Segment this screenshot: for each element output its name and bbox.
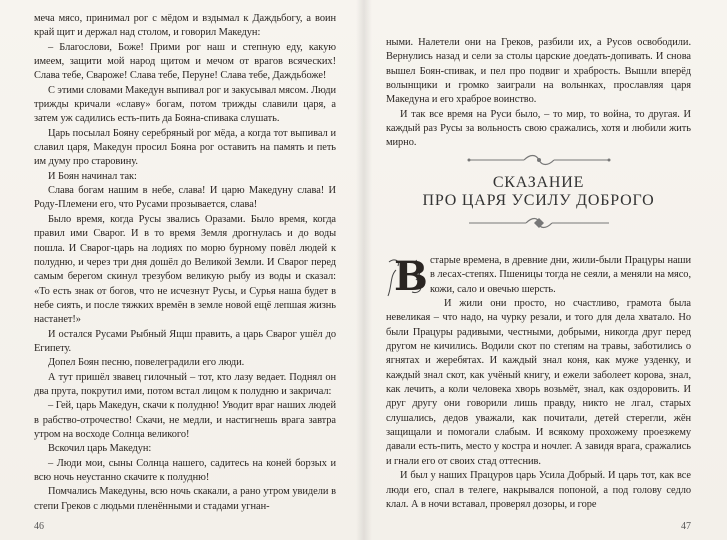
paragraph: Вскочил царь Македун: bbox=[48, 443, 152, 455]
chapter-title-line-2: ПРО ЦАРЯ УСИЛУ ДОБРОГО bbox=[422, 192, 655, 209]
ornament-bottom-icon bbox=[464, 216, 614, 230]
paragraph: А тут пришёл звавец гилочный – тот, кто лазу ведает. Поднял он два прута, покрутил ими, потом встал лицом к полудню и закричал: bbox=[34, 371, 336, 397]
paragraph: ными. Налетели они на Греков, разбили их, а Русов освободили. Вернулись назад и сели за столы царские доедать-допивать. И снова вышел Боян-спивак, и пел про подвиг и храбрость. Вышли вперёд волынщики и громко заиграли на волынках, прославляя царя Македуна и его храброе воинство. bbox=[386, 37, 691, 106]
paragraph: Допел Боян песню, повелеградили его люди. bbox=[48, 357, 245, 369]
paragraph: Царь посылал Бояну серебряный рог мёда, а когда тот выпивал и славил царя, Македун просил Бояна рог оставить на память и петь им думу про старовину. bbox=[34, 127, 336, 168]
page-number-right: 47 bbox=[681, 521, 691, 532]
ornate-initial-icon bbox=[386, 253, 428, 300]
paragraph: И так все время на Руси было, – то мир, то война, то другая. И каждый раз Русы за вольность свою сражались, хотя и любили жить мирно. bbox=[386, 108, 691, 149]
paragraph: – Люди мои, сыны Солнца нашего, садитесь на коней борзых и всю ночь неустанно скачите к полудню! bbox=[34, 457, 336, 483]
paragraph: – Гей, царь Македун, скачи к полудню! Уводит враг наших людей в рабство-отрочество! Скачи, не медли, и настигнешь врага завтра утром на восходе Солнца великого! bbox=[34, 400, 336, 440]
paragraph-with-dropcap bbox=[386, 253, 691, 300]
paragraph: И жили они просто, но счастливо, грамота была невеликая – что надо, на чурку резали, и того для дела хватало. Но были Працуры радивыми, честными, добрыми, никогда друг перед другом не кичились. Водили скот по степям на травы, заботились о ягнятах и жеребятах. И каждый знал коня, как муже узденку, и каждый знал скот, как учёный книгу, и ежели заболеет корова, знал, как лечить, а коли человека хворь возьмёт, знал, как оздоровить. И друг другу они говорили лишь правду, никто не лгал, старых слушались, дедов уважали, как почитали, детей стерегли, жён защищали и помогали слабым. И всякому прохожему проезжему давали есть-пить, место у костра и ночлег. А завидя врага, сражались и гнали его от своих стад оттеснив. bbox=[386, 298, 691, 467]
chapter-heading bbox=[386, 154, 691, 230]
right-page-body-text bbox=[386, 254, 691, 512]
dropcap-letter: В bbox=[394, 253, 428, 300]
first-paragraph-text: старые времена, в древние дни, жили-были Працуры наши в лесах-степях. Пшеницы тогда не сеяли, а меняли на мясо, кожи, сало и овечью шерсть. bbox=[430, 255, 691, 295]
paragraph: Помчались Македуны, всю ночь скакали, а рано утром увидели в степи Греков с людьми пленёнными и стадами угнан- bbox=[34, 486, 336, 512]
right-page bbox=[364, 0, 727, 540]
paragraph: С этими словами Македун выпивал рог и закусывал мясом. Люди трижды кричали «славу» богам, потом трижды славили царя, а затем уж садились есть-пить да Бояна-спивака слушать. bbox=[34, 84, 336, 125]
paragraph: Слава богам нашим в небе, слава! И царю Македуну слава! И Роду-Племени его, что Русами прозывается, слава! bbox=[34, 185, 336, 211]
page-number-left: 46 bbox=[34, 521, 44, 532]
paragraph: меча мясо, принимал рог с мёдом и вздымал к Даждьбогу, а воин край щит и держал над столом, и говорил Македун: bbox=[34, 13, 336, 39]
chapter-title bbox=[386, 174, 691, 210]
ornament-top-icon bbox=[464, 154, 614, 166]
paragraph: И был у наших Працуров царь Усила Добрый. И царь тот, как все люди его, спал в телеге, накрывался попоной, а под голову седло клал. А в ночи вставал, проверял дозоры, и горе bbox=[386, 470, 691, 510]
paragraph: Было время, когда Русы звались Оразами. Было время, когда правил ими Сварог. И в то время Земля дрогнулась и до воды пошла. И Сварог-царь на лодиях по морю бурному повёл людей к полудню, и через три дня дошёл до Великой Земли. И Сварог перед самым берегом скинул трезубом великую рыбу из воды и сказал: «То есть знак от богов, что не исчезнут Русы, и Сурья наша будет в небе сиять, и после тяжких времён в земле новой ещё лепшая жизнь настанет!» bbox=[34, 213, 336, 326]
chapter-title-line-1: СКАЗАНИЕ bbox=[492, 174, 585, 191]
paragraph: И остался Русами Рыбный Ящш править, а царь Сварог ушёл до Египету. bbox=[34, 328, 336, 354]
paragraph: И Боян начинал так: bbox=[48, 170, 137, 182]
left-page-text bbox=[34, 12, 336, 514]
book-gutter bbox=[356, 0, 372, 540]
right-page-top-text bbox=[386, 36, 691, 151]
paragraph: – Благослови, Боже! Прими рог наш и степную еду, какую имеем, защити мой народ щитом и мечом от врагов всяческих! Слава тебе, Свароже! Слава тебе, Перуне! Слава тебе, Даждьбоже! bbox=[34, 41, 336, 82]
